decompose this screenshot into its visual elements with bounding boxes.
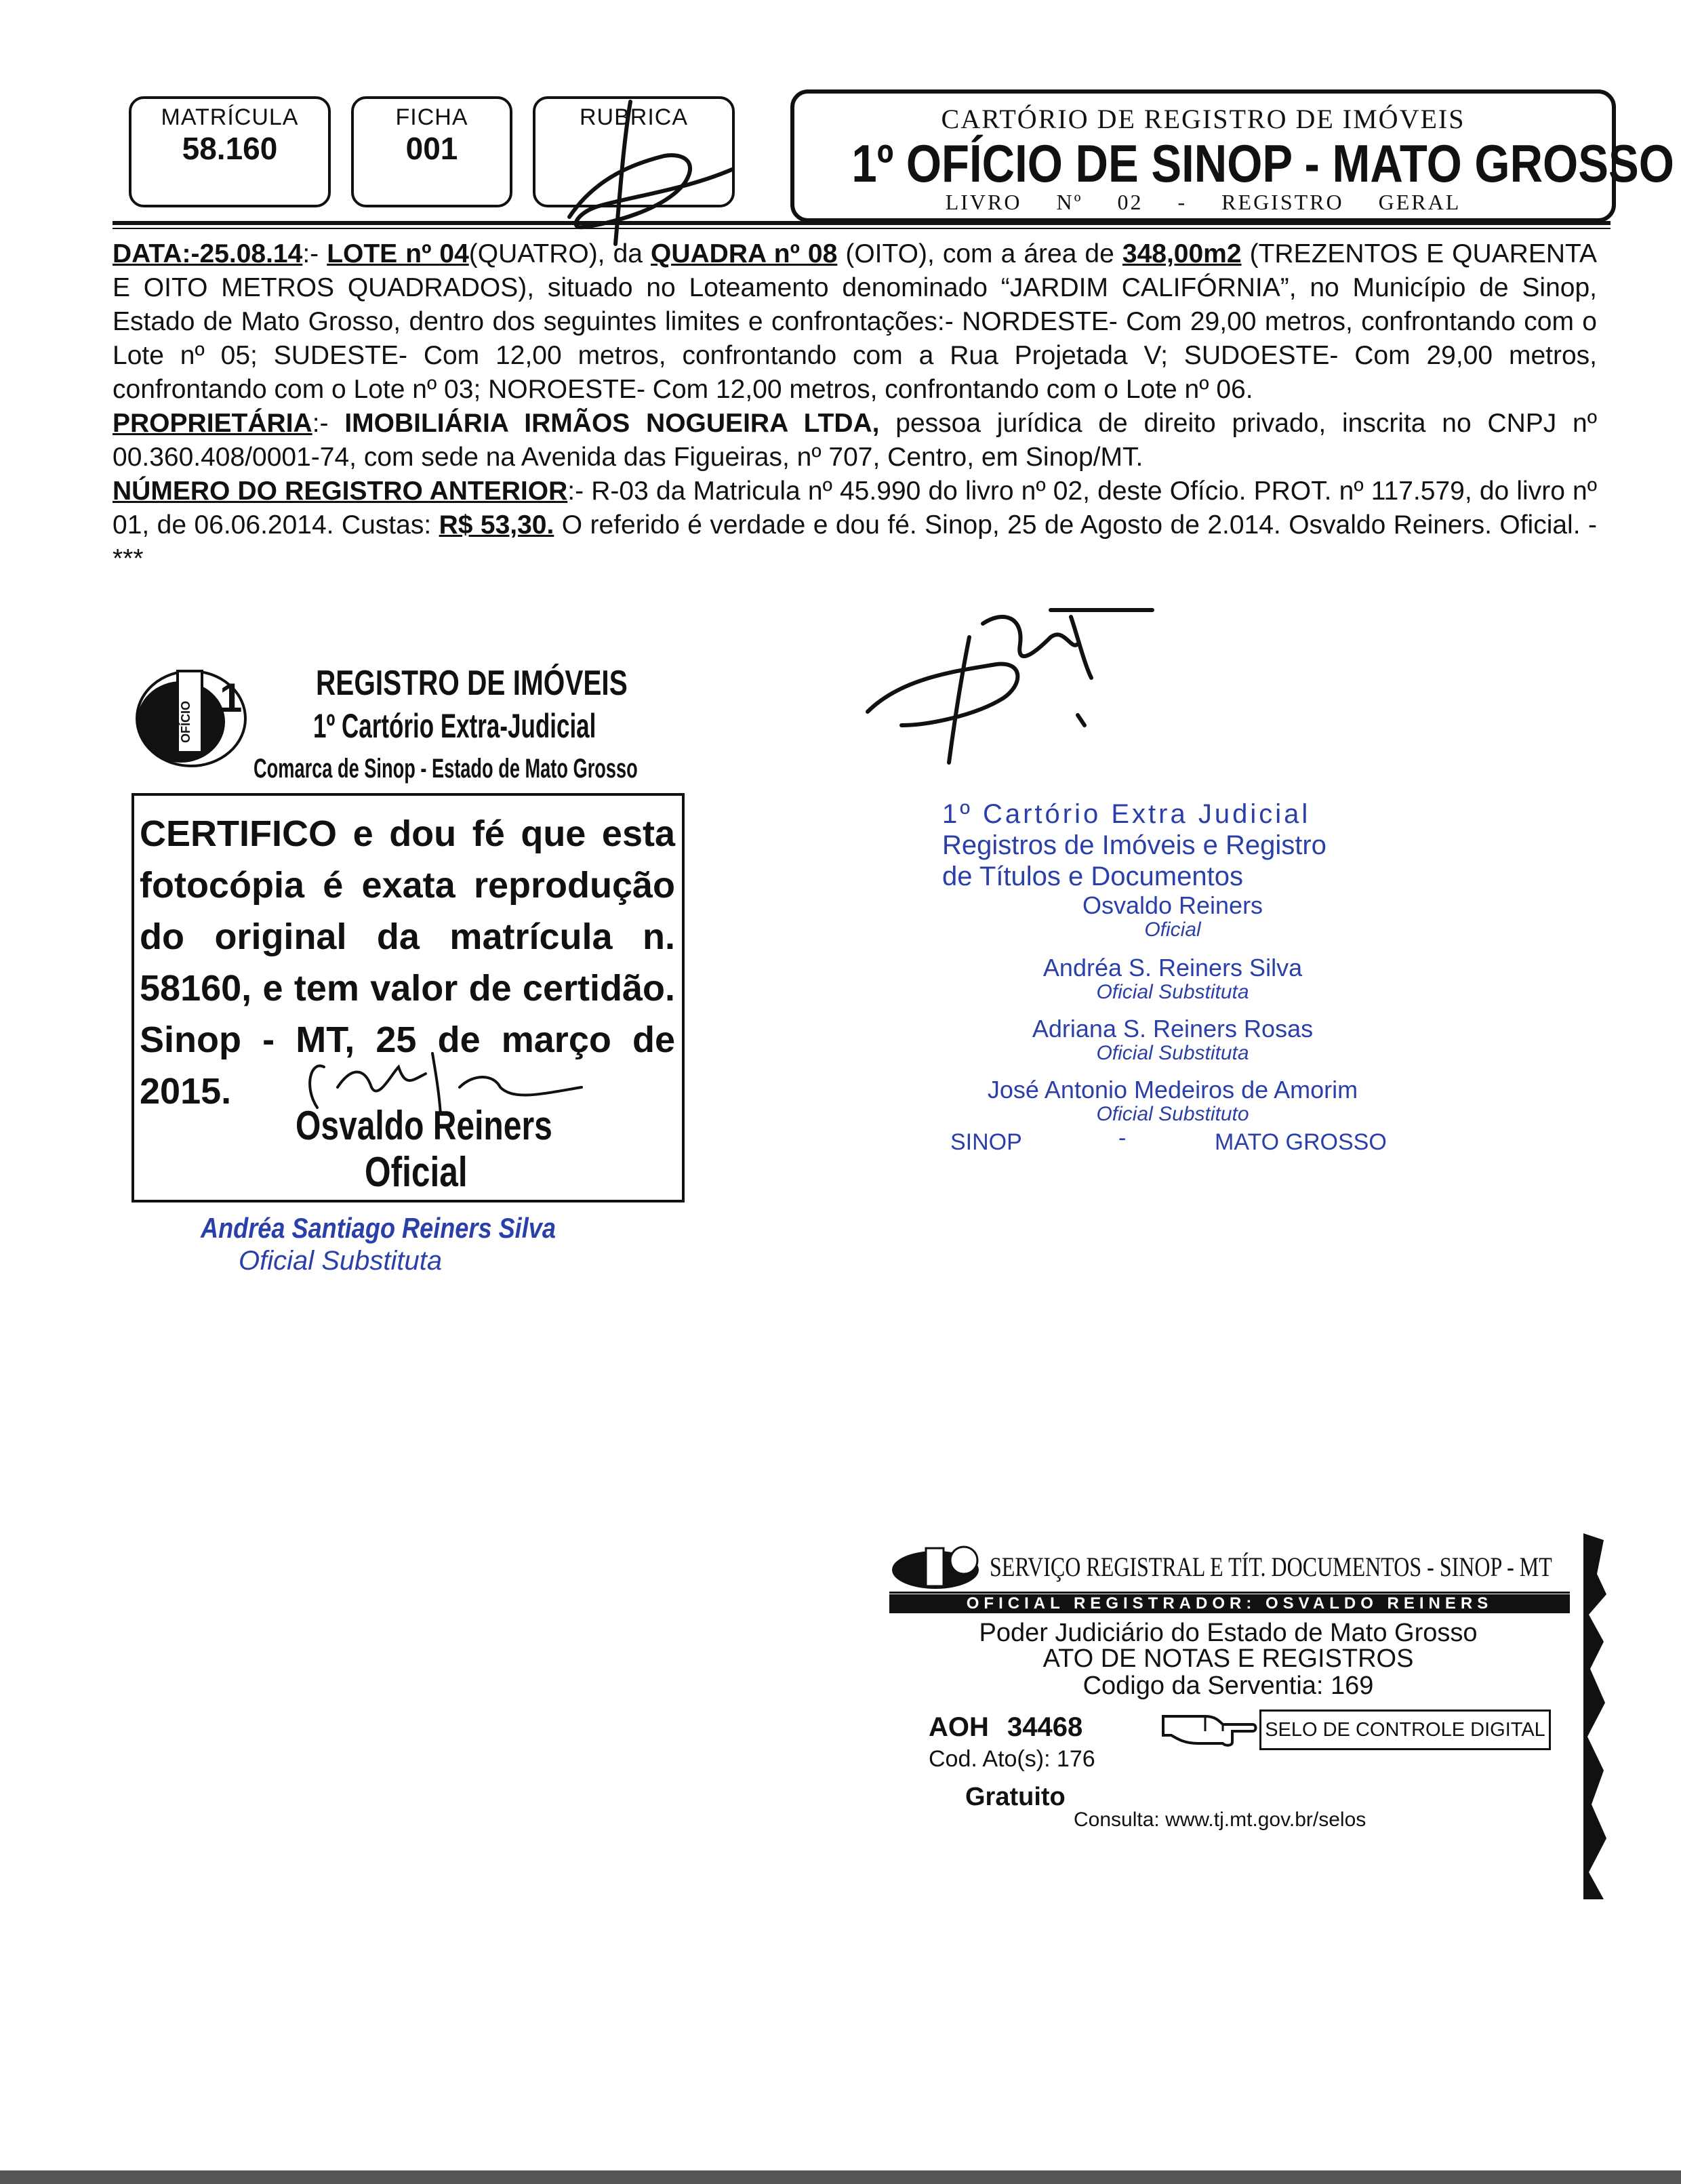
official-role-3: Oficial Substituto [1096, 1103, 1249, 1125]
binding-marks [1577, 1533, 1611, 1899]
official-role-1: Oficial Substituta [1096, 981, 1249, 1003]
data-label: DATA:-25.08.14 [113, 239, 303, 268]
certificate-signer-name: Osvaldo Reiners [296, 1103, 552, 1148]
rubrica-signature [529, 81, 759, 258]
stamp-comarca: Comarca de Sinop - Estado de Mato Grosso [254, 754, 638, 784]
header-rule [113, 221, 1611, 225]
right-stamp-line1: 1º Cartório Extra Judicial [942, 799, 1311, 829]
registro-text [113, 237, 1597, 576]
official-role-0: Oficial [1144, 918, 1201, 941]
seal-gratuito: Gratuito [965, 1783, 1066, 1811]
seal-thin-rule [889, 1592, 1570, 1594]
official-name-0: Osvaldo Reiners [1082, 891, 1263, 919]
substituta-name: Andréa Santiago Reiners Silva [201, 1212, 556, 1244]
matricula-value: 58.160 [182, 131, 278, 166]
seal-poder: Poder Judiciário do Estado de Mato Grosso [979, 1619, 1478, 1647]
closing-text: O referido é verdade e dou fé. Sinop, 25 de Agosto de 2.014. Osvaldo Reiners. Oficial. -*** [113, 510, 1597, 573]
stamp-registro-title: REGISTRO DE IMÓVEIS [316, 664, 628, 703]
cartorio-office: 1º OFÍCIO DE SINOP - MATO GROSSO [851, 134, 1674, 193]
pointing-hand-icon [1158, 1708, 1259, 1749]
substituta-role: Oficial Substituta [239, 1246, 443, 1276]
oficio-logo [130, 658, 266, 773]
official-name-1: Andréa S. Reiners Silva [1042, 954, 1303, 982]
seal-band-text: OFICIAL REGISTRADOR: OSVALDO REINERS [966, 1594, 1493, 1613]
seal-digital-label: SELO DE CONTROLE DIGITAL [1265, 1719, 1545, 1741]
rubrica-label: RUBRICA [579, 104, 689, 130]
seal-ato: ATO DE NOTAS E REGISTROS [1042, 1644, 1414, 1673]
seal-digital-box [1259, 1710, 1551, 1750]
right-city: SINOP [950, 1129, 1022, 1155]
seal-codigo: Codigo da Serventia: 169 [1082, 1672, 1374, 1700]
seal-logo [888, 1544, 990, 1592]
registro-paragraph-1: DATA:-25.08.14:- LOTE nº 04(QUATRO), da QUADRA nº 08 (OITO), com a área de 348,00m2 (TREZENTOS E QUARENTA E OITO METROS QUADRADOS), situado no Loteamento denominado “JARDIM CALIFÓRNIA”, no Município de Sinop, Estado de Mato Grosso, dentro dos seguintes limites e confrontações:- NORDESTE- Com 29,00 metros, confrontando com o Lote nº 05; SUDESTE- Com 12,00 metros, confrontando com a Rua Projetada V; SUDOESTE- Com 29,00 metros, confrontando com o Lote nº 03; NOROESTE- Com 12,00 metros, confrontando com o Lote nº 06. [113, 239, 1597, 404]
right-stamp-line2: Registros de Imóveis e Registro [942, 830, 1326, 860]
lote-confrontacoes: (TREZENTOS E QUARENTA E OITO METROS QUADRADOS), situado no Loteamento denominado “JARDIM CALIFÓRNIA”, no Município de Sinop, Estado de Mato Grosso, dentro dos seguintes limites e confrontações:- NORDESTE- Com 29,00 metros, confrontando com o Lote nº 05; SUDESTE- Com 12,00 metros, confrontando com a Rua Projetada V; SUDOESTE- Com 29,00 metros, confrontando com o Lote nº 03; NOROESTE- Com 12,00 metros, confrontando com o Lote nº 06. [113, 239, 1597, 404]
ficha-label: FICHA [395, 104, 468, 130]
stamp-cartorio-subtitle: 1º Cartório Extra-Judicial [313, 707, 596, 745]
certificate-signer-role: Oficial [365, 1149, 468, 1196]
matricula-box [129, 96, 331, 207]
seal-consulta: Consulta: www.tj.mt.gov.br/selos [1074, 1808, 1366, 1831]
proprietaria-name: IMOBILIÁRIA IRMÃOS NOGUEIRA LTDA, [344, 409, 880, 438]
quadra-label: QUADRA nº 08 [651, 239, 838, 268]
right-dash: - [1118, 1125, 1127, 1151]
right-state: MATO GROSSO [1215, 1129, 1387, 1155]
quadra-desc: (OITO), com a área de [837, 239, 1122, 268]
proprietaria-text: pessoa jurídica de direito privado, inscrita no CNPJ nº 00.360.408/0001-74, com sede na Avenida das Figueiras, nº 707, Centro, em Sinop/MT. [113, 409, 1597, 472]
official-role-2: Oficial Substituta [1096, 1042, 1249, 1064]
certificate-text: CERTIFICO e dou fé que esta fotocópia é exata reprodução do original da matrícula n. 58160, e tem valor de certidão. Sinop - MT, 25 de março de 2015. [140, 813, 675, 1112]
area-value: 348,00m2 [1122, 239, 1242, 268]
right-stamp-line3: de Títulos e Documentos [942, 862, 1243, 891]
cartorio-header [790, 89, 1674, 222]
lote-label: LOTE nº 04 [327, 239, 469, 268]
official-name-2: Adriana S. Reiners Rosas [1032, 1015, 1314, 1043]
ficha-value: 001 [405, 131, 458, 166]
anterior-text: R-03 da Matricula nº 45.990 do livro nº 02, deste Ofício. PROT. nº 117.579, do livro nº 01, de 06.06.2014. Custas: [113, 477, 1597, 540]
scan-edge [0, 2170, 1681, 2184]
logo-text: OFÍCIO [179, 701, 193, 743]
seal-code: AOH 34468 [929, 1712, 1083, 1742]
seal-service-name: SERVIÇO REGISTRAL E TÍT. DOCUMENTOS - SINOP - MT [990, 1552, 1552, 1582]
custas-value: R$ 53,30. [439, 510, 554, 540]
logo-number: 1 [220, 675, 243, 721]
cartorio-title: CARTÓRIO DE REGISTRO DE IMÓVEIS [941, 104, 1465, 134]
registro-paragraph-3: NÚMERO DO REGISTRO ANTERIOR:- R-03 da Matricula nº 45.990 do livro nº 02, deste Ofício. PROT. nº 117.579, do livro nº 01, de 06.06.2014. Custas: R$ 53,30. O referido é verdade e dou fé. Sinop, 25 de Agosto de 2.014. Osvaldo Reiners. Oficial. -*** [113, 477, 1597, 573]
cartorio-livro: LIVRO Nº 02 - REGISTRO GERAL [945, 190, 1461, 214]
oficial-signature [847, 596, 1159, 773]
anterior-label: NÚMERO DO REGISTRO ANTERIOR [113, 477, 568, 506]
official-name-3: José Antonio Medeiros de Amorim [987, 1076, 1358, 1104]
right-officials [935, 892, 1410, 1125]
right-stamp [942, 798, 1403, 892]
ficha-box [351, 96, 512, 207]
certificate-box [131, 793, 685, 1202]
seal-band [889, 1594, 1570, 1613]
matricula-label: MATRÍCULA [161, 104, 299, 130]
registro-paragraph-2: PROPRIETÁRIA:- IMOBILIÁRIA IRMÃOS NOGUEIRA LTDA, pessoa jurídica de direito privado, inscrita no CNPJ nº 00.360.408/0001-74, com sede na Avenida das Figueiras, nº 707, Centro, em Sinop/MT. [113, 409, 1597, 472]
lote-desc: (QUATRO), da [468, 239, 651, 268]
header-rule-thin [113, 228, 1611, 229]
seal-cod-ato: Cod. Ato(s): 176 [929, 1746, 1095, 1772]
proprietaria-label: PROPRIETÁRIA [113, 409, 312, 438]
